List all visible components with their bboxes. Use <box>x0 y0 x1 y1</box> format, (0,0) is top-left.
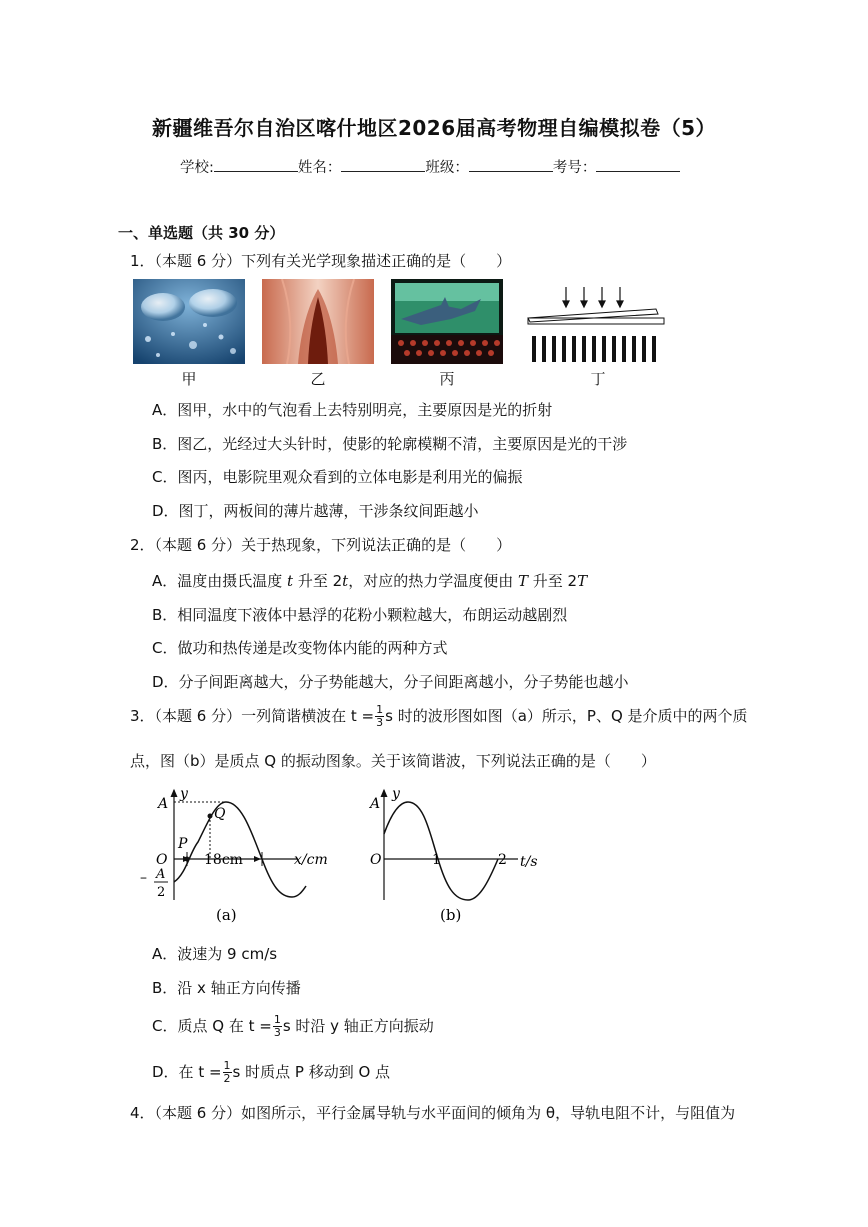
pin-diffraction-photo <box>262 279 374 364</box>
exam-no-label: 考号： <box>552 160 597 176</box>
q2-option-b[interactable]: B．相同温度下液体中悬浮的花粉小颗粒越大，布朗运动越剧烈 <box>152 606 568 624</box>
q1-option-a[interactable]: A．图甲，水中的气泡看上去特别明亮，主要原因是光的折射 <box>152 401 553 419</box>
q2-option-a[interactable] <box>152 570 587 591</box>
q3-option-c[interactable] <box>152 1014 434 1039</box>
q2-option-c[interactable]: C．做功和热传递是改变物体内能的两种方式 <box>152 639 448 657</box>
fig-a-label: (a) <box>216 906 237 924</box>
q2-a-var-t2: t <box>342 572 349 590</box>
q2-a-text-2: 升至 2 <box>293 572 343 590</box>
q3-d-fraction <box>223 1060 232 1085</box>
name-label: 姓名： <box>297 160 342 176</box>
q3-c-fraction <box>273 1014 282 1039</box>
q2-a-var-T2: T <box>577 572 588 590</box>
3d-cinema-photo <box>391 279 503 364</box>
q1-stem: 1．（本题 6 分）下列有关光学现象描述正确的是（ ） <box>130 252 512 270</box>
q3-stem-line1 <box>130 704 748 729</box>
origin-a: O <box>156 852 168 868</box>
q1-option-b[interactable]: B．图乙，光经过大头针时，使影的轮廓模糊不清，主要原因是光的干涉 <box>152 435 628 453</box>
section-heading: 一、单选题（共 30 分） <box>118 224 285 242</box>
q1-option-d[interactable]: D．图丁，两板间的薄片越薄，干涉条纹间距越小 <box>152 502 479 520</box>
q3-option-a[interactable]: A．波速为 9 cm/s <box>152 945 278 963</box>
q2-a-text-4: 升至 2 <box>527 572 578 590</box>
axis-y-a: y <box>180 786 188 802</box>
frac-denominator: 3 <box>376 716 384 729</box>
bubbles-photo <box>133 279 245 364</box>
exam-title: 新疆维吾尔自治区喀什地区2026届高考物理自编模拟卷（5） <box>151 116 717 140</box>
tick-1: 1 <box>432 852 441 868</box>
thin-film-interference-diagram <box>524 284 668 364</box>
q2-a-var-t: t <box>287 572 294 590</box>
caption-yi: 乙 <box>310 370 326 388</box>
caption-ding: 丁 <box>590 370 606 388</box>
q3-option-b[interactable]: B．沿 x 轴正方向传播 <box>152 979 301 997</box>
q3-c-post: s 时沿 y 轴正方向振动 <box>282 1017 434 1035</box>
q3-d-post: s 时质点 P 移动到 O 点 <box>232 1063 391 1081</box>
q3-c-pre: C．质点 Q 在 t = <box>152 1017 272 1035</box>
q3-time-fraction <box>375 704 384 729</box>
q3-stem-line2: 点，图（b）是质点 Q 的振动图象。关于该简谐波，下列说法正确的是（ ） <box>130 752 656 770</box>
q3-stem-post: s 时的波形图如图（a）所示，P、Q 是介质中的两个质 <box>385 707 748 725</box>
student-info-line <box>180 156 680 177</box>
exam-no-blank[interactable] <box>596 157 680 172</box>
label-Q: Q <box>214 806 226 822</box>
name-blank[interactable] <box>341 157 425 172</box>
q1-option-c[interactable]: C．图丙，电影院里观众看到的立体电影是利用光的偏振 <box>152 468 523 486</box>
neg-A-den: 2 <box>157 885 166 900</box>
q2-a-text-1: A．温度由摄氏温度 <box>152 572 288 590</box>
caption-bing: 丙 <box>439 370 455 388</box>
q3-option-d[interactable] <box>152 1060 390 1085</box>
class-label: 班级： <box>425 160 469 176</box>
wave-graph-a <box>138 782 338 927</box>
label-A-b: A <box>370 796 381 812</box>
label-A-a: A <box>158 796 169 812</box>
q2-stem: 2．（本题 6 分）关于热现象，下列说法正确的是（ ） <box>130 536 512 554</box>
caption-jia: 甲 <box>181 370 197 388</box>
frac-numerator: 1 <box>376 703 384 716</box>
distance-label: 18cm <box>204 852 243 868</box>
fig-b-label: (b) <box>440 906 462 924</box>
frac-denominator: 2 <box>223 1072 231 1085</box>
school-blank[interactable] <box>214 157 298 172</box>
label-P: P <box>178 836 188 852</box>
neg-A-num: A <box>156 867 166 882</box>
frac-denominator: 3 <box>273 1026 281 1039</box>
q2-a-var-T: T <box>517 572 528 590</box>
tick-2: 2 <box>498 852 507 868</box>
axis-t-b: t/s <box>520 854 538 870</box>
origin-b: O <box>370 852 382 868</box>
school-label: 学校: <box>180 160 214 176</box>
frac-numerator: 1 <box>273 1013 281 1026</box>
axis-x-a: x/cm <box>294 852 328 868</box>
q2-option-d[interactable]: D．分子间距离越大，分子势能越大，分子间距离越小，分子势能也越小 <box>152 673 629 691</box>
axis-y-b: y <box>392 786 400 802</box>
vibration-graph-b <box>368 782 548 927</box>
q3-stem-pre: 3．（本题 6 分）一列简谐横波在 t = <box>130 707 375 725</box>
neg-sign: – <box>140 870 147 886</box>
frac-numerator: 1 <box>223 1059 231 1072</box>
class-blank[interactable] <box>469 157 553 172</box>
q3-d-pre: D．在 t = <box>152 1063 222 1081</box>
q2-a-text-3: ，对应的热力学温度便由 <box>348 572 518 590</box>
q4-stem: 4．（本题 6 分）如图所示，平行金属导轨与水平面间的倾角为 θ，导轨电阻不计，与阻值为 <box>130 1104 736 1122</box>
